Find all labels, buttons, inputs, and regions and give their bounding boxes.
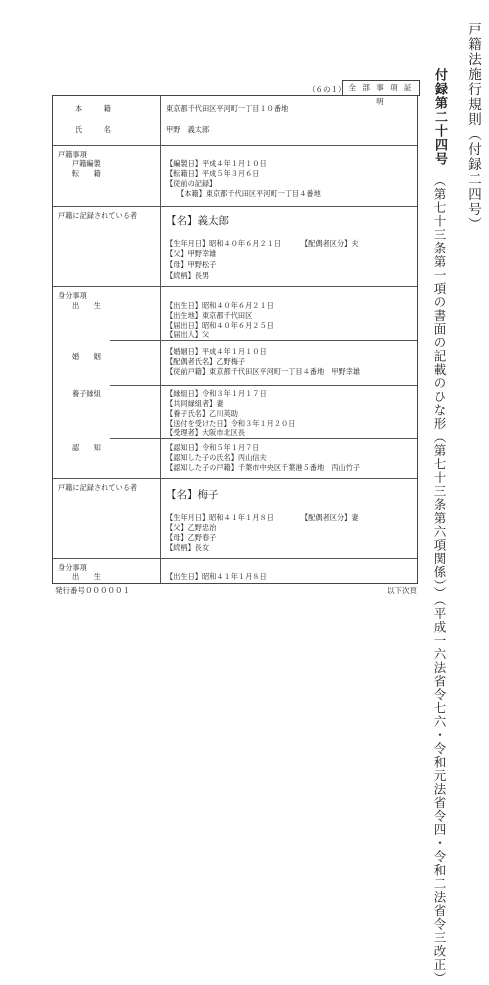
acknowledgment-label: 認 知	[72, 443, 101, 452]
person-section-label: 戸籍に記録されている者	[58, 211, 138, 220]
column-divider	[160, 96, 161, 583]
tenseki-date: 【転籍日】平成５年３月６日	[166, 169, 260, 178]
appendix-description: （第七十三条第一項の書面の記載のひな形（第七十三条第六項関係））（平成一六法省令七六・令和元法省令四・令和二法省令三改正）	[432, 174, 447, 985]
person-birthdate: 【生年月日】昭和４０年６月２１日	[166, 239, 282, 248]
birth-detail-line: 【届出人】父	[166, 330, 210, 339]
person-name: 【名】梅子	[166, 489, 219, 501]
divider	[53, 558, 417, 559]
birth-detail-line: 【出生日】昭和４１年１月８日	[166, 572, 267, 581]
person-mother: 【母】甲野松子	[166, 260, 217, 269]
birth-detail-line: 【出生地】東京都千代田区	[166, 311, 253, 320]
acknowledgment-detail-line: 【認知日】令和５年１月７日	[166, 443, 260, 452]
birth-label: 出 生	[72, 572, 101, 581]
spouse-category: 【配偶者区分】妻	[301, 513, 359, 522]
person-relation: 【続柄】長男	[166, 271, 210, 280]
koseki-section-label: 戸籍事項	[58, 150, 87, 159]
honseki-value: 東京都千代田区平河町一丁目１０番地	[166, 104, 289, 113]
birth-label: 出 生	[72, 301, 101, 310]
birth-detail-line: 【出生日】昭和４０年６月２１日	[166, 301, 274, 310]
hensei-date: 【編製日】平成４年１月１０日	[166, 159, 267, 168]
adoption-detail-line: 【受理者】大阪市北区長	[166, 428, 246, 437]
person-relation: 【続柄】長女	[166, 543, 210, 552]
divider	[53, 206, 417, 207]
divider	[53, 478, 417, 479]
divider	[53, 286, 417, 287]
certificate-type-box: 全 部 事 項 証 明	[342, 80, 420, 96]
marriage-detail-line: 【従前戸籍】東京都千代田区平河町一丁目４番地 甲野幸雄	[166, 367, 361, 376]
divider	[53, 145, 417, 146]
acknowledgment-detail-line: 【認知した子の氏名】丙山信夫	[166, 453, 267, 462]
shimei-label: 氏 名	[75, 125, 111, 134]
person-section-label: 戸籍に記録されている者	[58, 483, 138, 492]
mibun-section-label: 身分事項	[58, 563, 87, 572]
acknowledgment-detail-line: 【認知した子の戸籍】千葉市中央区千葉港５番地 丙山竹子	[166, 463, 361, 472]
divider	[110, 385, 417, 386]
person-name: 【名】義太郎	[166, 215, 229, 227]
adoption-label: 養子縁組	[72, 389, 101, 398]
regulation-side-title: 戸籍法施行規則（付録二四号）	[465, 22, 481, 232]
marriage-label: 婚 姻	[72, 352, 101, 361]
adoption-detail-line: 【送付を受けた日】令和３年１月２０日	[166, 419, 296, 428]
birth-detail-line: 【届出日】昭和４０年６月２５日	[166, 321, 274, 330]
shimei-value: 甲野 義太郎	[166, 125, 210, 134]
appendix-number: 付録第二十四号	[432, 68, 447, 166]
spouse-category: 【配偶者区分】夫	[301, 239, 359, 248]
person-father: 【父】甲野幸雄	[166, 249, 217, 258]
koseki-hensei-label: 戸籍編製	[72, 159, 101, 168]
marriage-detail-line: 【配偶者氏名】乙野梅子	[166, 357, 246, 366]
adoption-detail-line: 【共同縁組者】妻	[166, 399, 224, 408]
koseki-certificate-form	[52, 95, 418, 584]
divider	[110, 438, 417, 439]
koseki-tenseki-label: 転 籍	[72, 169, 101, 178]
adoption-detail-line: 【養子氏名】乙川英助	[166, 409, 238, 418]
previous-record-label: 【従前の記録】	[166, 179, 217, 188]
issue-number: 発行番号０００００１	[55, 586, 130, 595]
page-indicator: （６の１）	[308, 85, 346, 94]
person-mother: 【母】乙野春子	[166, 533, 217, 542]
previous-honseki: 【本籍】東京都千代田区平河町一丁目４番地	[177, 189, 321, 198]
appendix-title	[430, 68, 449, 985]
divider	[110, 340, 417, 341]
next-page-note: 以下次頁	[387, 586, 417, 595]
mibun-section-label: 身分事項	[58, 291, 87, 300]
honseki-label: 本 籍	[75, 104, 111, 113]
person-father: 【父】乙野忠治	[166, 523, 217, 532]
marriage-detail-line: 【婚姻日】平成４年１月１０日	[166, 347, 267, 356]
adoption-detail-line: 【縁組日】令和３年１月１７日	[166, 389, 267, 398]
person-birthdate: 【生年月日】昭和４１年１月８日	[166, 513, 274, 522]
